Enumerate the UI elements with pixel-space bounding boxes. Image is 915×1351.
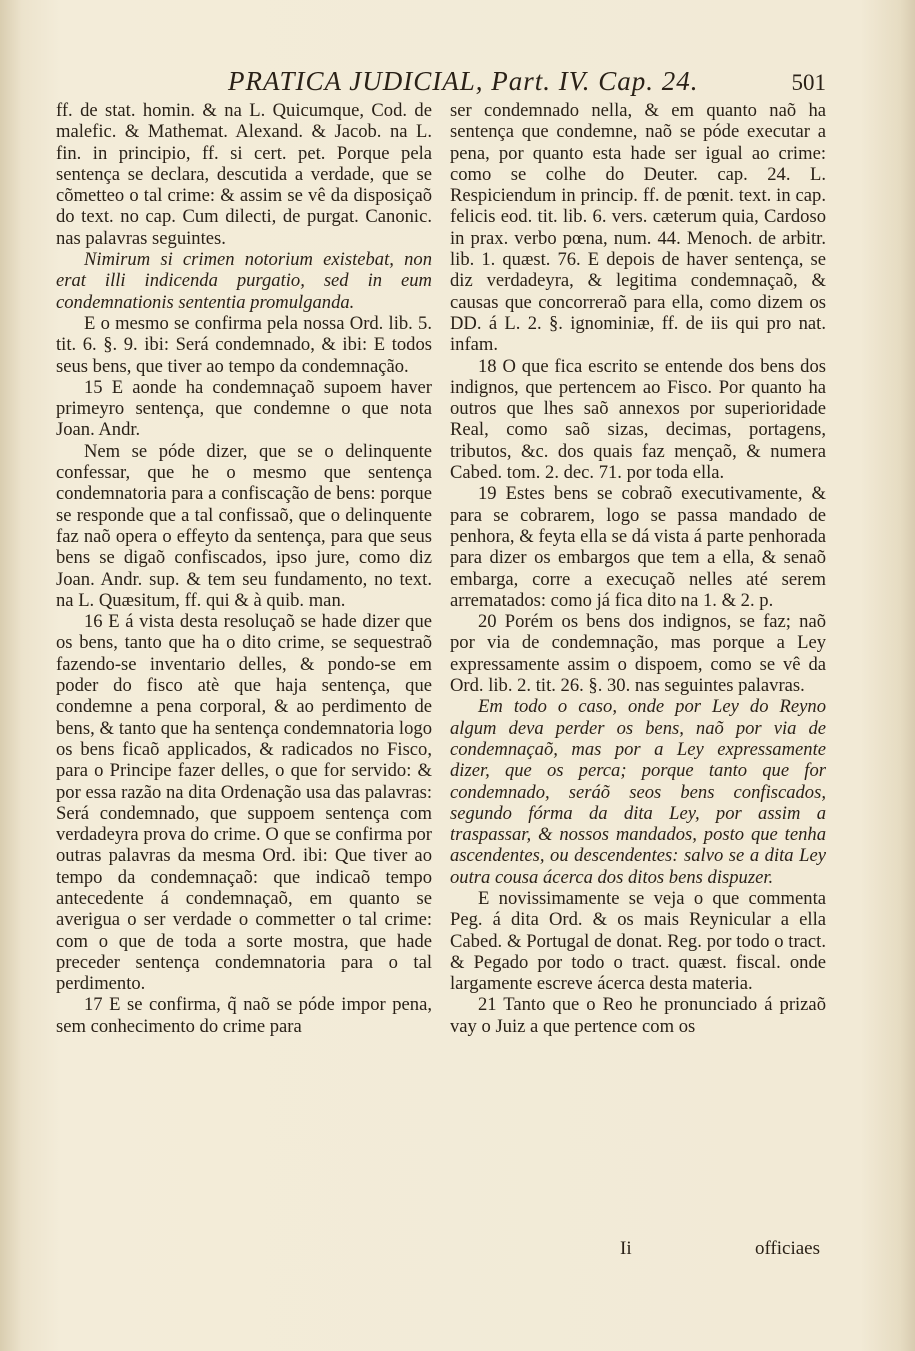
left-paragraph-5: Nem se póde dizer, que se o delinquente confessar, que he o mesmo que sentença condemnatoria para a confiscação de bens: porque se responde que a tal confissaõ, que o delinquente faz naõ opera o effeyto da sentença, para que seus bens se digaõ confiscados, ipso jure, como diz Joan. Andr. sup. & tem seu fundamento, no text. na L. Quæsitum, ff. qui & à quib. man.: [56, 440, 432, 611]
section-18: 18 O que fica escrito se entende dos bens dos indignos, que pertencem ao Fisco. Por quanto ha outros que lhes saõ annexos por superioridade Real, como saõ sizas, decimas, portagens, tributos, &c. dos quais faz mençaõ, & numera Cabed. tom. 2. dec. 71. por toda ella.: [450, 355, 826, 484]
page-number: 501: [791, 70, 826, 95]
section-15: 15 E aonde ha condemnaçaõ supoem haver primeyro sentença, que condemne o que nota Joan. Andr.: [56, 376, 432, 441]
signature-mark: Ii: [620, 1238, 632, 1259]
latin-quotation: Nimirum si crimen notorium existebat, non erat illi indicenda purgatio, sed in eum condemnationis sententia promulganda.: [56, 249, 432, 313]
running-head: PRATICA JUDICIAL, Part. IV. Cap. 24.: [228, 66, 699, 96]
section-20: 20 Porém os bens dos indignos, se faz; naõ por via de condemnação, mas porque a Ley expressamente assim o dispoem, como se vê da Ord. lib. 2. tit. 26. §. 30. nas seguintes palavras.: [450, 611, 826, 697]
ordinance-quotation: Em todo o caso, onde por Ley do Reyno algum deva perder os bens, naõ por via de condemnaçaõ, mas por a Ley expressamente dizer, que os perca; porque tanto que for condemnado, seráõ seos bens confiscados, segundo fórma da dita Ley, por assim a traspassar, & nossos mandados, posto que tenha ascendentes, ou descendentes: salvo se a dita Ley outra cousa ácerca dos ditos bens dispuzer.: [450, 696, 826, 888]
section-19: 19 Estes bens se cobraõ executivamente, & para se cobrarem, logo se passa mandado de penhora, & feyta ella se dá vista á parte penhorada para dizer os embargos que tem a ella, & senaõ embarga, corre a execuçaõ nelles até serem arrematados: como já fica dito na 1. & 2. p.: [450, 483, 826, 611]
left-column: [56, 100, 432, 1037]
section-17: 17 E se confirma, q̃ naõ se póde impor pena, sem conhecimento do crime para: [56, 994, 432, 1037]
page-header: [56, 66, 826, 100]
section-16: 16 E á vista desta resoluçaõ se hade dizer que os bens, tanto que ha o dito crime, se sequestraõ fazendo-se inventario delles, & pondo-se em poder do fisco atè que haja sentença, que condemne a pena corporal, & ao perdimento de bens, & tanto que ha sentença condemnatoria logo os bens ficaõ applicados, & radicados no Fisco, para o Principe fazer delles, o que for servido: & por essa razão na dita Ordenação usa das palavras: Será condemnado, que suppoem sentença com verdadeyra prova do crime. O que se confirma por outras palavras da mesma Ord. ibi: Que tiver ao tempo da condemnaçaõ: que indicaõ tempo antecedente á condemnaçaõ, em quanto se averigua o ser verdade o commetter o tal crime: com o que de toda a sorte mostra, que hade preceder sentença condemnatoria para o tal perdimento.: [56, 611, 432, 995]
right-paragraph-1: ser condemnado nella, & em quanto naõ ha sentença que condemne, naõ se póde executar a pena, por quanto esta hade ser igual ao crime: como se colhe do Deuter. cap. 24. L. Respiciendum in princip. ff. de pœnit. text. in cap. felicis eod. tit. lib. 6. vers. cæterum quia, Cardoso in prax. verbo pœna, num. 44. Menoch. de arbitr. lib. 1. quæst. 76. E depois de haver sentença, se diz verdadeyra, & legitima condemnaçaõ, & causas que concorreraõ para ella, como dizem os DD. á L. 2. §. ignominiæ, ff. de iis qui pro nat. infam.: [450, 100, 826, 356]
left-paragraph-3: E o mesmo se confirma pela nossa Ord. lib. 5. tit. 6. §. 9. ibi: Será condemnado, & ibi: E todos seus bens, que tiver ao tempo da condemnação.: [56, 312, 432, 377]
catchword: officiaes: [754, 1238, 820, 1259]
left-paragraph-1: ff. de stat. homin. & na L. Quicumque, Cod. de malefic. & Mathemat. Alexand. & Jacob. na L. fin. in principio, ff. si cert. pet. Porque pela sentença se declara, descutida a verdade, que se cõmetteo o tal crime: & assim se vê da disposiçaõ do text. no cap. Cum dilecti, de purgat. Canonic. nas palavras seguintes.: [56, 100, 432, 249]
right-paragraph-6: E novissimamente se veja o que commenta Peg. á dita Ord. & os mais Reynicular a ella Cabed. & Portugal de donat. Reg. por todo o tract. & Pegado por todo o tract. quæst. fiscal. onde largamente escreve ácerca desta materia.: [450, 887, 826, 995]
section-21: 21 Tanto que o Reo he pronunciado á prizaõ vay o Juiz a que pertence com os: [450, 994, 826, 1037]
right-column: [450, 100, 826, 1037]
